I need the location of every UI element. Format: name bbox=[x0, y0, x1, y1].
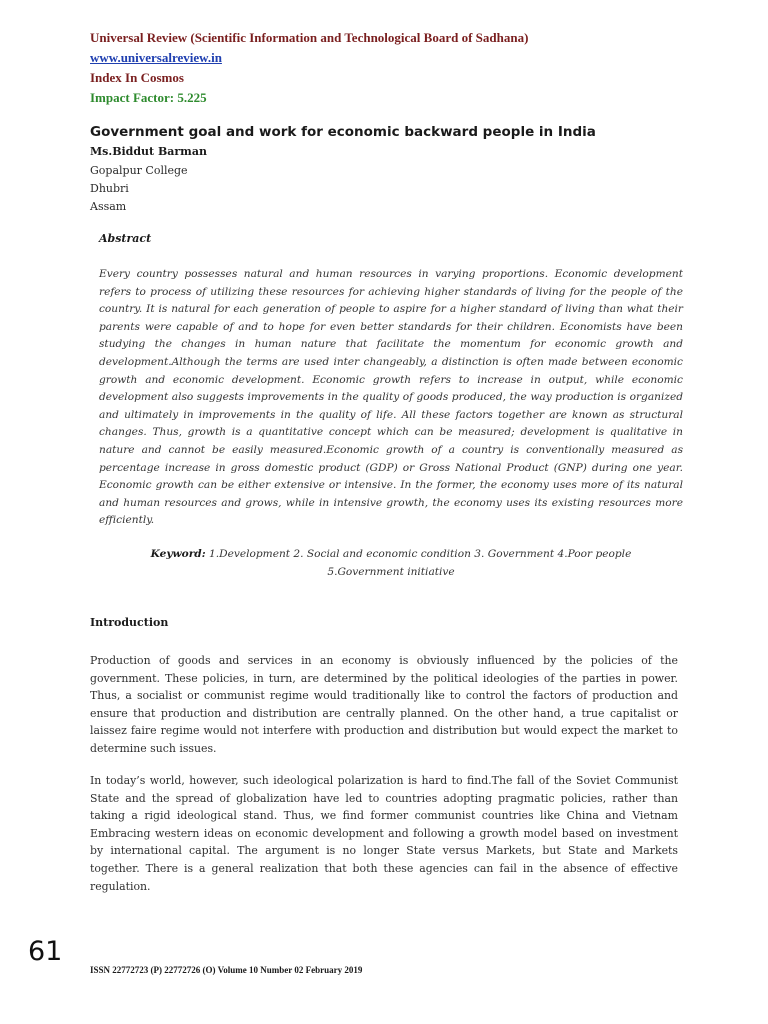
keywords-line-1: 1.Development 2. Social and economic condition 3. Government 4.Poor people bbox=[209, 548, 632, 560]
impact-factor: Impact Factor: 5.225 bbox=[90, 90, 207, 105]
journal-title: Universal Review (Scientific Information and Technological Board of Sadhana) bbox=[90, 30, 529, 45]
affiliation-state: Assam bbox=[90, 200, 127, 213]
journal-url-link[interactable]: www.universalreview.in bbox=[90, 50, 222, 65]
author-affiliation bbox=[90, 162, 188, 216]
author-name: Ms.Biddut Barman bbox=[90, 145, 207, 158]
introduction-heading: Introduction bbox=[90, 616, 169, 629]
affiliation-college: Gopalpur College bbox=[90, 164, 188, 177]
abstract-text: Every country possesses natural and human resources in varying proportions. Economic development refers to process of utilizing these resources for achieving higher standards of living for the people of the country. It is natural for each generation of people to aspire for a higher standard of living than what their parents were capable of and to hope for even better standards for their children. Economists have been studying the changes in human nature that facilitate the momentum for economic growth and development.Although the terms are used inter changeably, a distinction is often made between economic growth and economic development. Economic growth refers to increase in output, while economic development also suggests improvements in the quality of goods produced, the way production is organized and ultimately in improvements in the quality of life. All these factors together are known as structural changes. Thus, growth is a quantitative concept which can be measured; development is qualitative in nature and cannot be easily measured.Economic growth of a country is conventionally measured as percentage increase in gross domestic product (GDP) or Gross National Product (GNP) during one year. Economic growth can be either extensive or intensive. In the former, the economy uses more of its natural and human resources and grows, while in intensive growth, the economy uses its existing resources more efficiently. bbox=[99, 268, 683, 527]
keywords-block bbox=[99, 546, 683, 581]
article-title: Government goal and work for economic backward people in India bbox=[90, 124, 596, 140]
keywords-label: Keyword: bbox=[150, 548, 206, 560]
abstract-heading: Abstract bbox=[99, 232, 152, 245]
keywords-line-2: 5.Government initiative bbox=[327, 565, 455, 578]
introduction-paragraph-1: Production of goods and services in an economy is obviously influenced by the policies of the government. These policies, in turn, are determined by the political ideologies of the parties in power. Thus, a socialist or communist regime would traditionally like to control the factors of production and ensure that production and distribution are centrally planned. On the other hand, a true capitalist or laissez faire regime would not interfere with production and distribution but would expect the market to determine such issues. bbox=[90, 654, 678, 755]
affiliation-city: Dhubri bbox=[90, 182, 129, 195]
issn-footer: ISSN 22772723 (P) 22772726 (O) Volume 10 Number 02 February 2019 bbox=[90, 965, 363, 975]
page-number: 61 bbox=[28, 936, 63, 967]
journal-header bbox=[90, 28, 528, 108]
introduction-paragraph-2: In today’s world, however, such ideological polarization is hard to find.The fall of the Soviet Communist State and the spread of globalization have led to countries adopting pragmatic policies, rather than taking a rigid ideological stand. Thus, we find former communist countries like China and Vietnam Embracing western ideas on economic development and following a growth model based on investment by international capital. The argument is no longer State versus Markets, but State and Markets together. There is a general realization that both these agencies can fail in the absence of effective regulation. bbox=[90, 774, 678, 893]
journal-index: Index In Cosmos bbox=[90, 70, 184, 85]
